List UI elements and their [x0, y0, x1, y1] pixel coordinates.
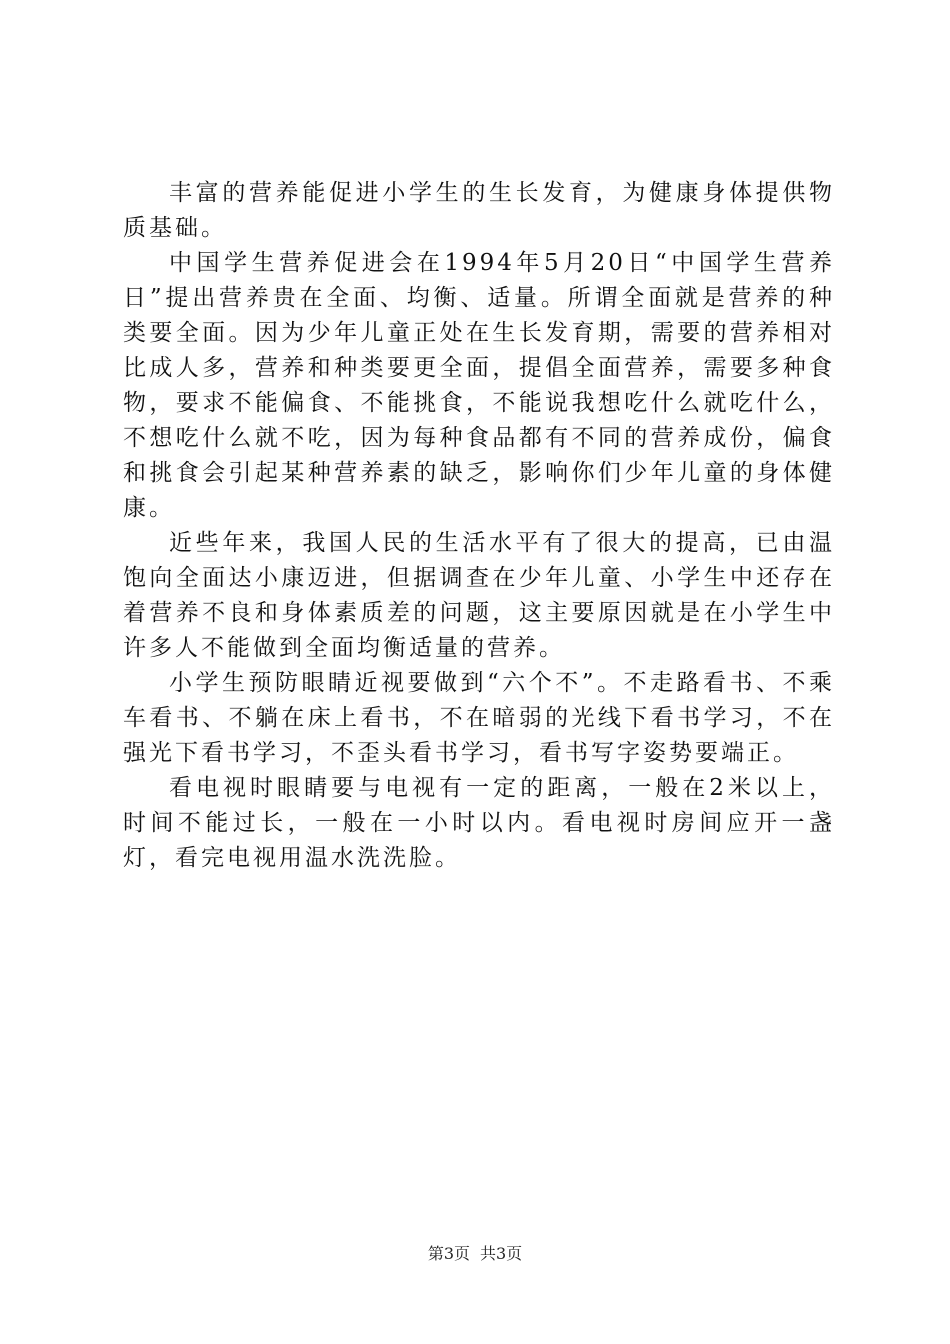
- paragraph-living-standards: 近些年来，我国人民的生活水平有了很大的提高，已由温饱向全面达小康迈进，但据调查在少年儿童、小学生中还存在着营养不良和身体素质差的问题，这主要原因就是在小学生中许多人不能做到全面均衡适量的营养。: [123, 530, 835, 661]
- document-body: [123, 176, 835, 876]
- paragraph-nutrition-intro: 丰富的营养能促进小学生的生长发育，为健康身体提供物质基础。: [123, 180, 835, 241]
- page-number: 第3页: [427, 1244, 470, 1263]
- paragraph-nutrition-day: 中国学生营养促进会在1994年5月20日“中国学生营养日”提出营养贵在全面、均衡、适量。所谓全面就是营养的种类要全面。因为少年儿童正处在生长发育期，需要的营养相对比成人多，营养和种类要更全面，提倡全面营养，需要多种食物，要求不能偏食、不能挑食，不能说我想吃什么就吃什么，不想吃什么就不吃，因为每种食品都有不同的营养成份，偏食和挑食会引起某种营养素的缺乏，影响你们少年儿童的身体健康。: [123, 250, 835, 521]
- paragraph-tv-watching: 看电视时眼睛要与电视有一定的距离，一般在2米以上，时间不能过长，一般在一小时以内。看电视时房间应开一盏灯，看完电视用温水洗洗脸。: [123, 775, 835, 871]
- paragraph-myopia-prevention: 小学生预防眼睛近视要做到“六个不”。不走路看书、不乘车看书、不躺在床上看书，不在暗弱的光线下看书学习，不在强光下看书学习，不歪头看书学习，看书写字姿势要端正。: [123, 670, 835, 766]
- page-footer: [0, 1242, 950, 1266]
- page-total: 共3页: [480, 1244, 523, 1263]
